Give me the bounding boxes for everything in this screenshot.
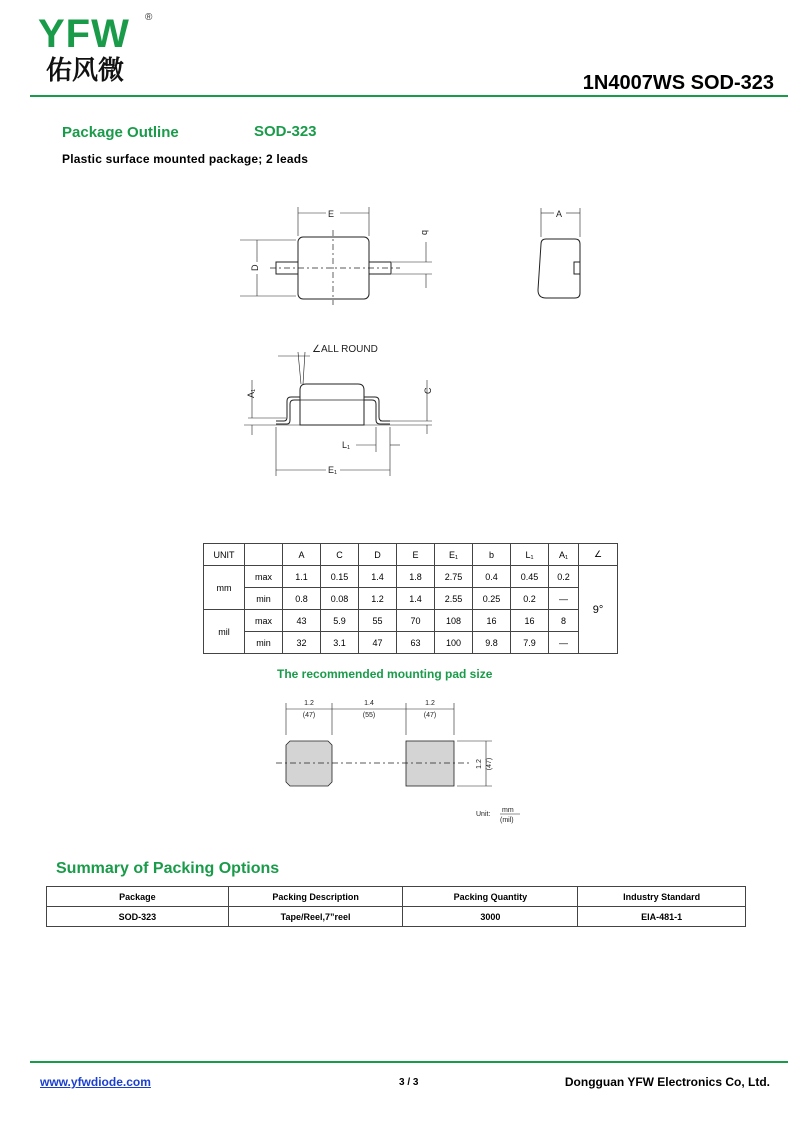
value-cell: 0.45 [511, 566, 549, 588]
all-round-label: ∠ALL ROUND [312, 344, 378, 355]
packing-table-header [47, 887, 746, 907]
logo-text: YFW [38, 12, 130, 56]
value-cell: 0.2 [549, 566, 579, 588]
value-cell: 1.1 [283, 566, 321, 588]
dim-label-b: b [420, 230, 430, 236]
value-cell: 2.75 [435, 566, 473, 588]
header-cell: Packing Description [228, 887, 403, 907]
header-cell: E [397, 544, 435, 566]
package-outline-drawing [0, 0, 794, 520]
header-cell: A [283, 544, 321, 566]
value-cell: 43 [283, 610, 321, 632]
value-cell: 32 [283, 632, 321, 654]
table-row [204, 566, 618, 588]
unit-top: mm [502, 807, 514, 814]
dim-label-L1: L₁ [342, 440, 351, 450]
value-cell: 100 [435, 632, 473, 654]
header-cell [245, 544, 283, 566]
company-name: Dongguan YFW Electronics Co, Ltd. [564, 1075, 770, 1089]
value-cell: 63 [397, 632, 435, 654]
pad-dim-mm: 1.4 [364, 700, 374, 707]
dim-label-C: C [423, 387, 433, 394]
value-cell: 5.9 [321, 610, 359, 632]
table-row [47, 907, 746, 927]
unit-cell: mm [204, 566, 245, 610]
unit-label: Unit: [476, 811, 491, 818]
package-description: Plastic surface mounted package; 2 leads [62, 152, 309, 166]
packing-heading: Summary of Packing Options [56, 860, 280, 877]
value-cell: 108 [435, 610, 473, 632]
dim-label-A: A [556, 209, 563, 219]
dimension-table [203, 543, 618, 654]
registered-mark: ® [145, 12, 153, 23]
value-cell: 55 [359, 610, 397, 632]
header-cell: D [359, 544, 397, 566]
value-cell: — [549, 588, 579, 610]
cell: Tape/Reel,7”reel [228, 907, 403, 927]
mounting-pad-left [286, 741, 332, 786]
unit-bottom: (mil) [500, 817, 514, 824]
dim-label-A1: A₁ [246, 388, 256, 398]
header-cell: L₁ [511, 544, 549, 566]
pad-height-mm: 1.2 [476, 759, 483, 769]
value-cell: 0.2 [511, 588, 549, 610]
cell: EIA-481-1 [578, 907, 746, 927]
pad-dim-mm: 1.2 [425, 700, 435, 707]
packing-table [46, 886, 746, 927]
cell: 3000 [403, 907, 578, 927]
row-label: max [245, 610, 283, 632]
header-cell: C [321, 544, 359, 566]
logo-chinese-text: 佑风微 [46, 56, 125, 86]
value-cell: — [549, 632, 579, 654]
side-view-body [300, 384, 364, 425]
website-link[interactable]: www.yfwdiode.com [40, 1075, 151, 1089]
value-cell: 0.25 [473, 588, 511, 610]
value-cell: 9.8 [473, 632, 511, 654]
value-cell: 8 [549, 610, 579, 632]
unit-cell: mil [204, 610, 245, 654]
header-cell: A₁ [549, 544, 579, 566]
value-cell: 1.8 [397, 566, 435, 588]
pad-dim-mil: (55) [362, 712, 376, 719]
header-cell: E₁ [435, 544, 473, 566]
dim-label-E1: E₁ [328, 465, 338, 475]
package-name: SOD-323 [254, 123, 317, 140]
dim-label-D: D [250, 264, 260, 271]
mounting-pad-drawing [270, 695, 530, 830]
value-cell: 0.15 [321, 566, 359, 588]
value-cell: 47 [359, 632, 397, 654]
document-title: 1N4007WS SOD-323 [582, 72, 774, 94]
header-cell: UNIT [204, 544, 245, 566]
value-cell: 1.2 [359, 588, 397, 610]
pad-dim-mil: (47) [302, 712, 316, 719]
value-cell: 0.4 [473, 566, 511, 588]
pad-dim-mil: (47) [423, 712, 437, 719]
mounting-pad-right [406, 741, 454, 786]
table-row [204, 610, 618, 632]
value-cell: 0.8 [283, 588, 321, 610]
footer-divider [30, 1061, 788, 1063]
value-cell: 2.55 [435, 588, 473, 610]
value-cell: 7.9 [511, 632, 549, 654]
dim-label-E: E [328, 209, 335, 219]
header-cell: Packing Quantity [403, 887, 578, 907]
table-row [204, 632, 618, 654]
package-outline-heading: Package Outline [62, 124, 179, 141]
header-cell: b [473, 544, 511, 566]
header-cell: Industry Standard [578, 887, 746, 907]
angle-cell: 9° [579, 566, 618, 654]
value-cell: 3.1 [321, 632, 359, 654]
row-label: min [245, 632, 283, 654]
pad-dim-mm: 1.2 [304, 700, 314, 707]
row-label: min [245, 588, 283, 610]
value-cell: 70 [397, 610, 435, 632]
value-cell: 16 [511, 610, 549, 632]
header-cell: Package [47, 887, 229, 907]
cell: SOD-323 [47, 907, 229, 927]
page-number: 3 / 3 [399, 1077, 419, 1088]
mounting-pad-heading: The recommended mounting pad size [277, 667, 493, 681]
header-cell: ∠ [579, 544, 618, 566]
table-row [204, 588, 618, 610]
row-label: max [245, 566, 283, 588]
value-cell: 16 [473, 610, 511, 632]
value-cell: 0.08 [321, 588, 359, 610]
value-cell: 1.4 [359, 566, 397, 588]
value-cell: 1.4 [397, 588, 435, 610]
pad-height-mil: (47) [486, 757, 493, 771]
dimension-table-header [204, 544, 618, 566]
